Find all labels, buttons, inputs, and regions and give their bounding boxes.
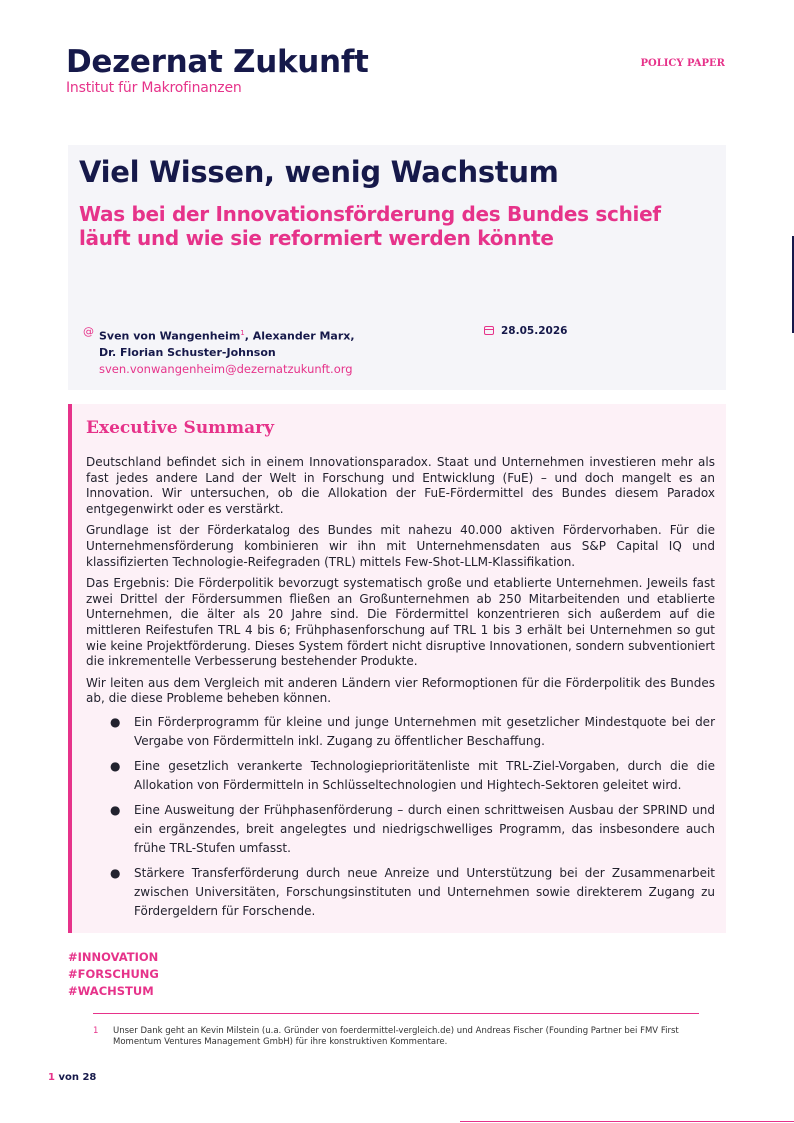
summary-paragraph: Deutschland befindet sich in einem Innovationsparadox. Staat und Unternehmen investieren mehr als fast jedes andere Land der Welt in Forschung und Entwicklung (FuE) – und doch mangelt es an Innovation. Wir untersuchen, ob die Allokation der FuE-Fördermittel des Bundes diesem Paradox entgegenwirkt oder es verstärkt. (86, 455, 715, 516)
bullet-dot: ● (110, 865, 121, 880)
author-list (99, 325, 399, 361)
list-item-text: Eine gesetzlich verankerte Technologieprioritätenliste mit TRL-Ziel-Vorgaben, durch die die Allokation von Fördermitteln in Schlüsseltechnologien und Hightech-Sektoren geleitet wird. (134, 758, 715, 792)
publication-date: 28.05.2026 (501, 325, 568, 337)
summary-paragraph: Grundlage ist der Förderkatalog des Bundes mit nahezu 40.000 aktiven Fördervorhaben. Für die Unternehmensförderung kombinieren wir ihn mit Unternehmensdaten aus S&P Capital IQ und klassifizierten Technologie-Reifegraden (TRL) mittels Few-Shot-LLM-Klassifikation. (86, 523, 715, 569)
footnote (93, 1026, 703, 1048)
list-item (86, 801, 715, 858)
bottom-divider (460, 1121, 794, 1122)
current-page: 1 (48, 1072, 55, 1083)
total-pages: von 28 (58, 1072, 97, 1083)
footnote-number: 1 (93, 1026, 99, 1036)
bullet-dot: ● (110, 802, 121, 817)
calendar-icon (484, 326, 494, 335)
bullet-dot: ● (110, 714, 121, 729)
at-icon: @ (83, 325, 94, 338)
list-item (86, 864, 715, 921)
bullet-dot: ● (110, 758, 121, 773)
list-item-text: Eine Ausweitung der Frühphasenförderung – durch einen schrittweisen Ausbau der SPRIND und ein ergänzendes, breit angelegtes und niedrigschwelliges Programm, das insbesondere auch frühe TRL-Stufen umfasst. (134, 802, 715, 855)
page-subtitle: Was bei der Innovationsförderung des Bundes schief läuft und wie sie reformiert werden könnte (79, 202, 661, 250)
brand-logo (66, 46, 369, 96)
summary-paragraph: Wir leiten aus dem Vergleich mit anderen Ländern vier Reformoptionen für die Förderpolitik des Bundes ab, die diese Probleme beheben können. (86, 675, 715, 706)
tag-forschung[interactable]: #FORSCHUNG (68, 967, 159, 981)
footnote-ref[interactable]: 1 (240, 329, 245, 337)
brand-name: Dezernat Zukunft (66, 44, 369, 80)
brand-subtitle: Institut für Makrofinanzen (66, 80, 242, 96)
title-block (68, 145, 726, 390)
author-name: , Alexander Marx, (244, 329, 355, 343)
executive-summary (68, 404, 726, 933)
reform-options-list (86, 713, 715, 921)
author-name: Dr. Florian Schuster-Johnson (99, 345, 276, 359)
document-type-label: POLICY PAPER (640, 58, 725, 69)
page-title: Viel Wissen, wenig Wachstum (79, 155, 559, 189)
list-item-text: Stärkere Transferförderung durch neue Anreize und Unterstützung bei der Zusammenarbeit zwischen Universitäten, Forschungsinstituten und Unternehmen sowie direkterem Zugang zu Fördergeldern für Forschende. (134, 865, 715, 918)
tag-innovation[interactable]: #INNOVATION (68, 950, 159, 964)
tag-wachstum[interactable]: #WACHSTUM (68, 984, 154, 998)
summary-body (86, 455, 715, 927)
author-name: Sven von Wangenheim (99, 329, 241, 343)
author-email-link[interactable]: sven.vonwangenheim@dezernatzukunft.org (99, 362, 353, 376)
tag-list (68, 949, 159, 1000)
page-number (48, 1072, 96, 1083)
list-item-text: Ein Förderprogramm für kleine und junge Unternehmen mit gesetzlicher Mindestquote bei der Vergabe von Fördermitteln inkl. Zugang zu öffentlicher Beschaffung. (134, 714, 715, 748)
list-item (86, 713, 715, 751)
list-item (86, 757, 715, 795)
summary-paragraph: Das Ergebnis: Die Förderpolitik bevorzugt systematisch große und etablierte Unternehmen. Jeweils fast zwei Drittel der Fördersummen fließen an Großunternehmen ab 250 Mitarbeitenden und etablierte Unternehmen, die älter als 20 Jahre sind. Die Fördermittel konzentrieren sich außerdem auf die mittleren Reifestufen TRL 4 bis 6; Frühphasenforschung auf TRL 1 bis 3 erhält bei Unternehmen so gut wie keine Projektförderung. Dieses System fördert nicht disruptive Innovationen, sondern subventioniert die inkrementelle Verbesserung bestehender Produkte. (86, 576, 715, 669)
footnote-text: Unser Dank geht an Kevin Milstein (u.a. Gründer von foerdermittel-vergleich.de) und Andreas Fischer (Founding Partner bei FMV First Momentum Ventures Management GmbH) für ihre konstruktiven Kommentare. (113, 1026, 679, 1047)
footnote-divider (93, 1013, 699, 1014)
summary-heading: Executive Summary (86, 418, 275, 438)
